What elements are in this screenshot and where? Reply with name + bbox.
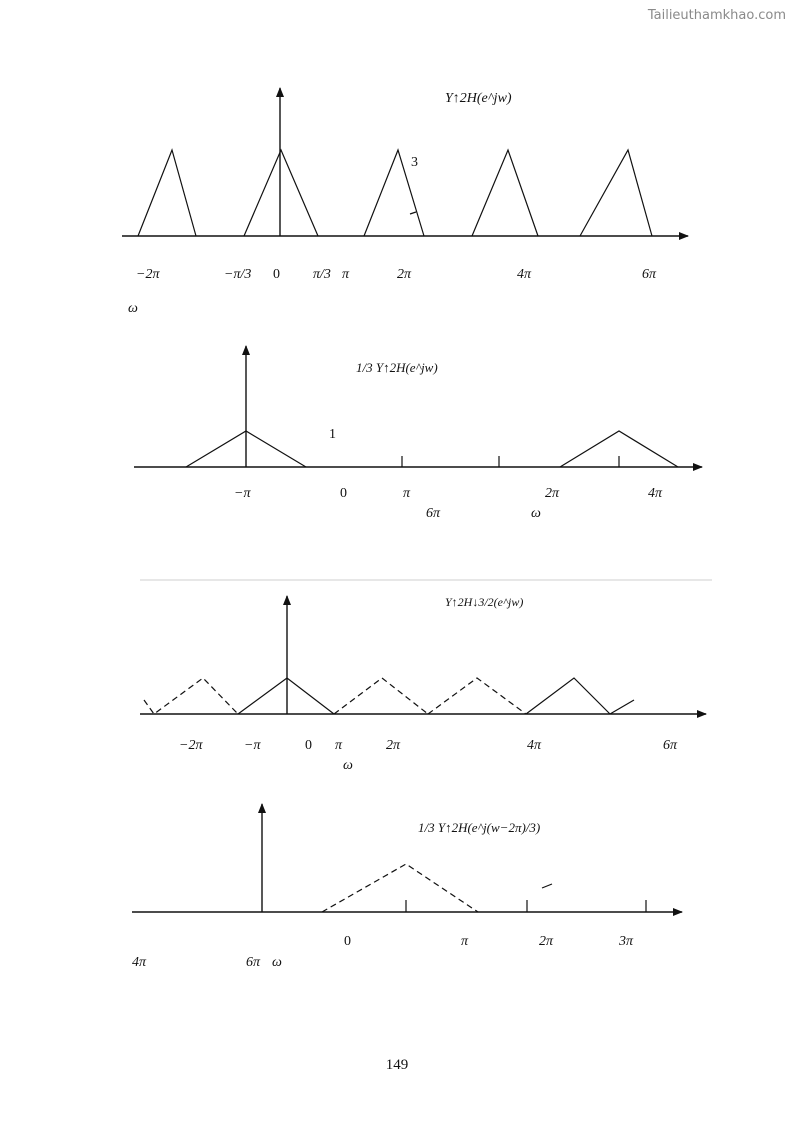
graph-1 [122,88,688,316]
graph-1-title: Y↑2H(e^jw) [445,91,512,106]
graph-4 [132,804,682,970]
graph-1-peak-label: 3 [411,155,418,170]
graph-4-tick-label: π [461,934,469,949]
graph-1-tick-label: −2π [136,267,160,282]
graph-3 [140,595,706,773]
graph-1-omega-label: ω [128,301,138,316]
graph-1-tick-label: π/3 [313,267,331,282]
graph-3-tick-label: 2π [386,738,401,753]
graph-2 [134,346,702,521]
page-number: 149 [385,1057,409,1073]
watermark: Tailieuthamkhao.com [647,8,786,23]
graph-2-title: 1/3 Y↑2H(e^jw) [356,360,438,375]
graph-1-tick-label: −π/3 [224,267,252,282]
graph-4-dashed-triangle [322,864,478,912]
graph-3-tick-label: −2π [179,738,203,753]
graph-3-tick-label: 4π [527,738,542,753]
graph-3-dashed-triangle [144,678,238,714]
graph-1-triangle [138,150,196,236]
graph-3-omega-label: ω [343,758,353,773]
graph-2-tick-label: 2π [545,486,560,501]
graph-3-title: Y↑2H↓3/2(e^jw) [445,595,524,609]
graph-3-solid-triangle [238,678,334,714]
graph-4-tick-label: 2π [539,934,554,949]
graph-4-tick-label: 0 [344,934,351,949]
graph-4-tick-label: 3π [619,934,634,949]
graph-3-tick-label: 6π [663,738,678,753]
graph-3-dashed-triangle [334,678,428,714]
graph-1-triangle [472,150,538,236]
graph-3-dashed-triangle [428,678,526,714]
graph-1-tick-mark [410,212,416,214]
graph-2-tick-label: π [403,486,411,501]
graph-3-solid-triangle [526,678,610,714]
graph-4-tick-label: 4π [132,955,147,970]
graph-4-tick-mark [542,884,552,888]
graph-2-tick-label: −π [234,486,251,501]
graph-4-tick-label: 6π [246,955,261,970]
graph-2-omega-label: ω [531,506,541,521]
graph-3-tick-label: −π [244,738,261,753]
graph-1-tick-label: 0 [273,267,280,282]
graph-3-tick-label: π [335,738,343,753]
graph-3-tick-label: 0 [305,738,312,753]
graph-4-title: 1/3 Y↑2H(e^j(w−2π)/3) [418,820,541,835]
graph-1-triangle [244,150,318,236]
graph-1-tick-label: π [342,267,350,282]
graph-1-tick-label: 4π [517,267,532,282]
graph-1-tick-label: 6π [642,267,657,282]
graph-2-tick-label: 4π [648,486,663,501]
graph-4-omega-label: ω [272,955,282,970]
graph-1-triangle [580,150,652,236]
graph-3-partial-triangle [610,700,634,714]
graph-2-tick-label: 0 [340,486,347,501]
graph-1-tick-label: 2π [397,267,412,282]
graph-2-peak-label: 1 [329,427,336,442]
graph-2-tick-label: 6π [426,506,441,521]
